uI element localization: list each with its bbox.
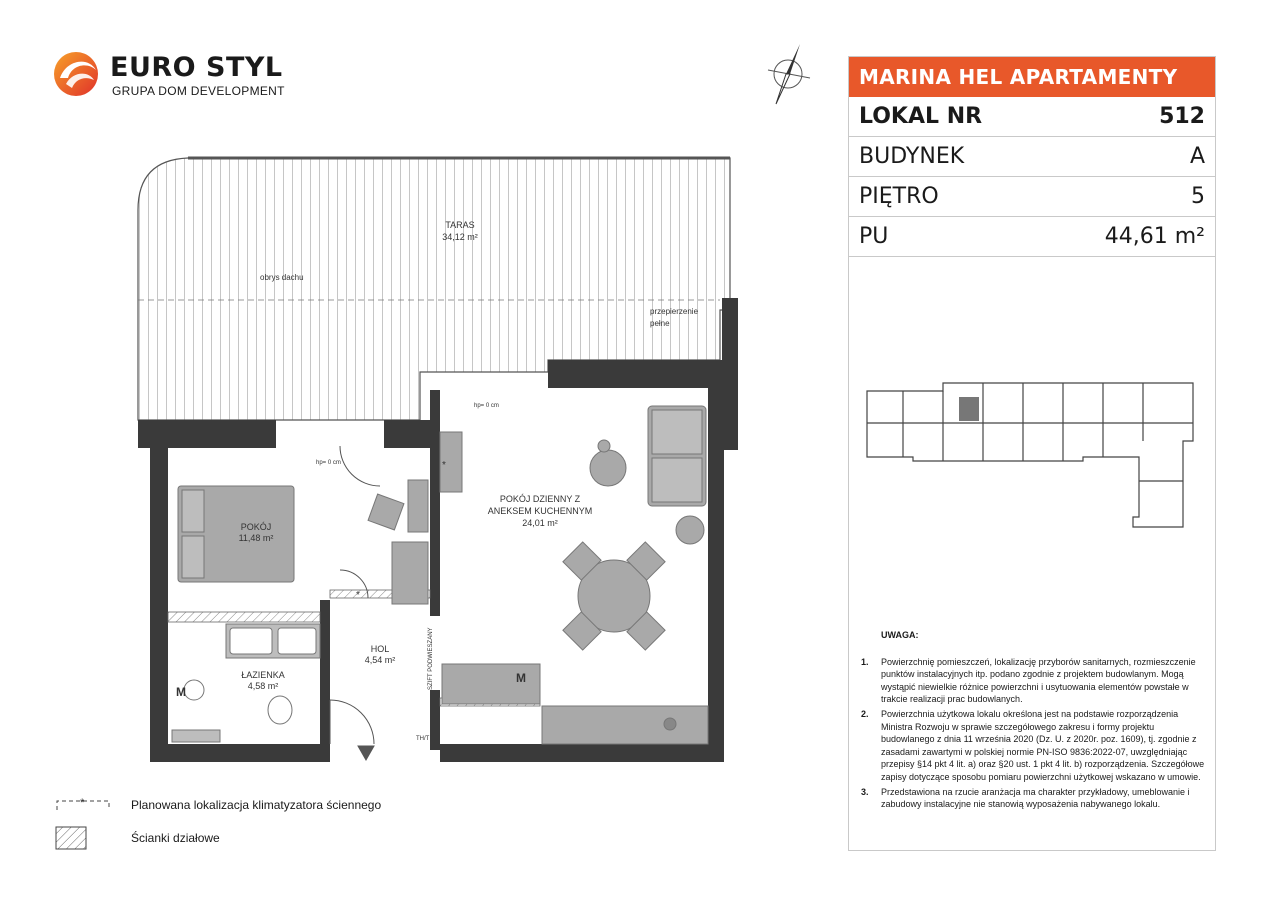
- info-label-floor: PIĘTRO: [859, 184, 939, 209]
- dining-table: [563, 542, 665, 650]
- note-text: Przedstawiona na rzucie aranżacja ma charakter przykładowy, umeblowanie i zabudowy instalacyjne nie stanowią wyposażenia nabywanego lokalu.: [881, 786, 1190, 810]
- ac-symbol-living: *: [442, 460, 446, 471]
- bathroom-fixtures: [172, 624, 320, 742]
- room-area-bedroom: 11,48 m²: [238, 533, 274, 543]
- notes: [859, 629, 1209, 813]
- doors: [330, 446, 380, 760]
- legend-ac: [55, 797, 382, 815]
- partition-label-2: pełne: [650, 319, 670, 328]
- brand-tagline: GRUPA DOM DEVELOPMENT: [112, 84, 285, 98]
- legend-partition: [55, 826, 220, 853]
- room-label-living-2: ANEKSEM KUCHENNYM: [487, 506, 593, 516]
- bed: [178, 486, 294, 582]
- info-value-area: 44,61 m²: [1104, 224, 1205, 249]
- sofa: [590, 406, 706, 544]
- info-row-building: [849, 137, 1215, 177]
- brand-name: EURO STYL: [110, 52, 283, 83]
- ac-legend-text: Planowana lokalizacja klimatyzatora ściennego: [131, 798, 382, 812]
- room-area-hall: 4,54 m²: [364, 655, 396, 665]
- info-row-area: [849, 217, 1215, 257]
- note-item: [859, 656, 1209, 706]
- note-text: Powierzchnię pomieszczeń, lokalizację przyborów sanitarnych, rozmieszczenie punktów instalacyjnych itp. podano zgodnie z projektem budowlanym. Mogą wystąpić niewielkie różnice powierzchni i usytuowania elementów powstałe w trakcie realizacji prac budowlanych.: [881, 656, 1196, 705]
- room-area-living: 24,01 m²: [522, 518, 558, 528]
- room-area-bathroom: 4,58 m²: [247, 681, 279, 691]
- note-item: [859, 786, 1209, 811]
- threshold-label-1: hp= 0 cm: [316, 460, 341, 466]
- partition-legend-text: Ścianki działowe: [131, 831, 220, 845]
- room-area-terrace: 34,12 m²: [442, 232, 478, 242]
- partition-hatch-icon: [55, 826, 87, 850]
- threshold-label-2: hp= 0 cm: [474, 403, 499, 409]
- info-row-unit: [849, 97, 1215, 137]
- room-label-terrace: TARAS: [445, 220, 475, 230]
- info-value-unit: 512: [1159, 104, 1205, 129]
- brand-logo: [52, 50, 292, 100]
- logo-swirl-icon: [52, 50, 104, 98]
- note-number: 2.: [861, 708, 869, 719]
- info-label-building: BUDYNEK: [859, 144, 965, 169]
- kitchen-counter: [442, 664, 708, 744]
- info-value-floor: 5: [1191, 184, 1205, 209]
- shaft-label: SZIFT PODWIESZANY: [428, 627, 434, 690]
- roof-outline-label: obrys dachu: [260, 273, 304, 282]
- project-title: MARINA HEL APARTAMENTY: [849, 57, 1215, 97]
- note-item: [859, 708, 1209, 784]
- note-number: 3.: [861, 786, 869, 797]
- info-label-unit: LOKAL NR: [859, 104, 983, 129]
- unit-info-panel: [848, 56, 1216, 851]
- partition-label-1: przepierzenie: [650, 307, 699, 316]
- notes-heading: UWAGA:: [881, 630, 919, 640]
- info-label-area: PU: [859, 224, 889, 249]
- meter-symbol-kitchen: M: [516, 671, 526, 685]
- room-label-bathroom: ŁAZIENKA: [241, 670, 285, 680]
- floor-plan: [130, 150, 750, 770]
- info-value-building: A: [1189, 144, 1205, 169]
- room-label-bedroom: POKÓJ: [240, 522, 272, 532]
- note-text: Powierzchnia użytkowa lokalu określona jest na podstawie rozporządzenia Ministra Rozwoju w sprawie szczegółowego zakresu i formy projektu budowlanego z dnia 11 września 2020 (Dz. U. z 2020r. poz. 1609), tj. zgodnie z zasadami zawartymi w polskiej normie PN-ISO 9836:2022-07, uwzględniając przepisy §14 pkt 4 lit. a) oraz §20 ust. 1 pkt 4 lit. b) rozporządzenia. Szczegółowe zapisy dotyczące sposobu pomiaru powierzchni użytkowej wskazano w umowie.: [881, 708, 1205, 782]
- info-row-floor: [849, 177, 1215, 217]
- note-number: 1.: [861, 656, 869, 667]
- room-label-living-1: POKÓJ DZIENNY Z: [499, 494, 581, 504]
- room-label-hall: HOL: [370, 644, 390, 654]
- ac-symbol-hall: *: [356, 590, 360, 601]
- highlighted-unit: [959, 397, 979, 421]
- wardrobe: [368, 480, 428, 604]
- building-key-plan: [863, 377, 1203, 557]
- meter-symbol-bathroom: M: [176, 685, 186, 699]
- north-arrow-icon: [758, 40, 820, 108]
- tht-label: TH/T: [416, 736, 430, 742]
- ac-legend-symbol: *: [80, 797, 85, 809]
